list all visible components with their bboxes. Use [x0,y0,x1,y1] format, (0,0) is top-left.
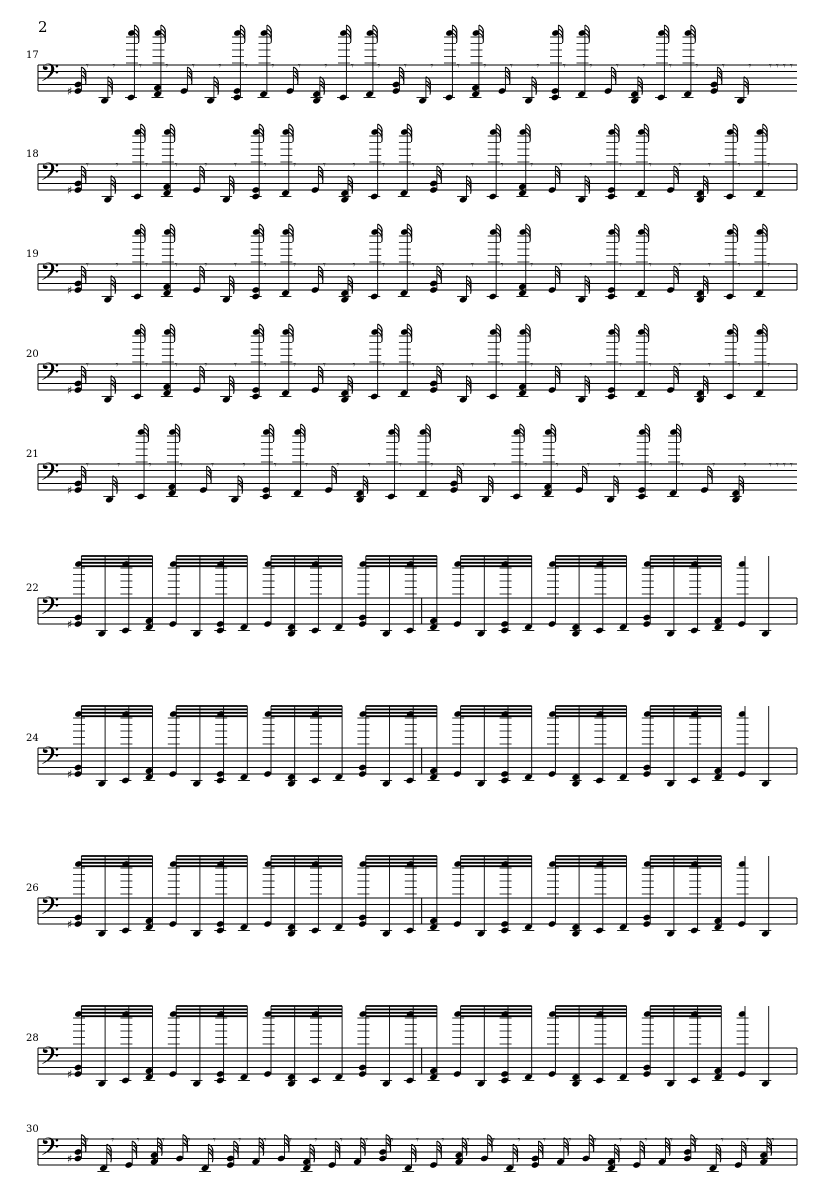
rest: 𝄾 [589,359,593,371]
rest: 𝄾 [560,259,563,271]
bass-clef-icon: 𝄢 [40,157,60,193]
rest: 𝄾 [471,159,474,171]
sharp-icon: ♯ [67,918,73,931]
rest: 𝄾 [483,60,487,72]
rest: 𝄾 [589,60,593,72]
rest: 𝄾 [767,159,771,171]
rest: 𝄾 [500,259,504,271]
rest: 𝄾 [263,159,267,171]
rest: 𝄾 [695,60,699,72]
rest: 𝄾 [500,159,504,171]
rest: 𝄾 [293,259,297,271]
rest: 𝄾 [587,459,590,471]
rest: 𝄾 [642,60,646,72]
rest: 𝄾 [593,1134,597,1146]
sharp-icon: ♯ [67,768,73,781]
rest: 𝄾 [708,259,711,271]
rest: 𝄾 [619,359,622,371]
rest: 𝄾 [767,259,771,271]
rest: 𝄾 [323,159,326,171]
bass-clef-icon: 𝄢 [40,891,60,927]
system-24 [26,706,797,788]
rest: 𝄾 [271,60,275,72]
rest: 𝄾 [86,359,89,371]
bass-clef-icon: 𝄢 [40,357,60,393]
rest: 𝄾 [112,60,116,72]
rest: 𝄾 [543,1134,546,1146]
rest: 𝄾 [720,1134,724,1146]
rest: 𝄾 [263,259,267,271]
rest: 𝄾 [263,1134,267,1146]
rest: 𝄾 [86,60,89,72]
rest: 𝄾 [298,60,301,72]
rest: 𝄾 [524,459,528,471]
rest: 𝄾 [339,1134,343,1146]
rest: 𝄾 [192,60,195,72]
rest: 𝄾 [783,60,786,72]
sharp-icon: ♯ [67,184,73,197]
rest: 𝄾 [86,1134,89,1146]
rest: 𝄾 [748,60,752,72]
rest: 𝄾 [746,1134,749,1146]
rest: 𝄾 [466,1134,470,1146]
measure-number: 24 [26,733,39,744]
rest: 𝄾 [619,1134,622,1146]
rest: 𝄾 [457,60,460,72]
bass-clef-icon: 𝄢 [40,1132,60,1168]
rest: 𝄾 [560,359,563,371]
rest: 𝄾 [352,159,356,171]
bass-clef-icon: 𝄢 [40,457,60,493]
rest: 𝄾 [568,1134,572,1146]
sharp-icon: ♯ [67,384,73,397]
rest: 𝄾 [500,359,504,371]
rest: 𝄾 [722,60,725,72]
rest: 𝄾 [115,259,119,271]
rest: 𝄾 [136,1134,140,1146]
rest: 𝄾 [174,359,178,371]
rest: 𝄾 [790,60,793,72]
rest: 𝄾 [242,459,246,471]
sharp-icon: ♯ [67,618,73,631]
rest: 𝄾 [712,459,716,471]
rest: 𝄾 [351,60,354,72]
measure-number: 26 [26,883,39,894]
rest: 𝄾 [293,159,297,171]
system-18 [26,124,797,204]
rest: 𝄾 [681,459,684,471]
rest: 𝄾 [314,1134,318,1146]
rest: 𝄾 [411,359,415,371]
rest: 𝄾 [743,459,747,471]
system-30 [26,1124,797,1172]
rest: 𝄾 [324,60,328,72]
rest: 𝄾 [737,359,741,371]
rest: 𝄾 [263,359,267,371]
rest: 𝄾 [771,1134,775,1146]
rest: 𝄾 [708,159,711,171]
rest: 𝄾 [336,459,340,471]
rest: 𝄾 [441,359,445,371]
measure-number: 19 [26,249,39,260]
rest: 𝄾 [323,259,326,271]
rest: 𝄾 [471,259,474,271]
rest: 𝄾 [589,259,593,271]
measure-number: 21 [26,449,39,460]
rest: 𝄾 [767,359,771,371]
rest: 𝄾 [737,159,741,171]
rest: 𝄾 [493,459,496,471]
system-28 [26,1006,797,1088]
rest: 𝄾 [162,1134,165,1146]
rest: 𝄾 [218,60,222,72]
rest: 𝄾 [273,459,277,471]
rest: 𝄾 [111,1134,115,1146]
rest: 𝄾 [648,259,652,271]
rest: 𝄾 [115,159,119,171]
rest: 𝄾 [238,1134,242,1146]
rest: 𝄾 [441,259,445,271]
rest: 𝄾 [530,359,534,371]
measure-number: 30 [26,1124,39,1135]
rest: 𝄾 [619,259,622,271]
rest: 𝄾 [560,159,563,171]
rest: 𝄾 [293,359,297,371]
page-number: 2 [38,18,48,36]
rest: 𝄾 [165,60,169,72]
rest: 𝄾 [352,359,356,371]
rest: 𝄾 [648,359,652,371]
rest: 𝄾 [416,1134,419,1146]
rest: 𝄾 [234,159,237,171]
rest: 𝄾 [695,1134,699,1146]
sharp-icon: ♯ [67,284,73,297]
measure-number: 28 [26,1033,39,1044]
rest: 𝄾 [536,60,540,72]
rest: 𝄾 [678,159,682,171]
rest: 𝄾 [204,159,208,171]
rest: 𝄾 [670,1134,673,1146]
rest: 𝄾 [430,60,434,72]
bass-clef-icon: 𝄢 [40,1041,60,1077]
rest: 𝄾 [563,60,566,72]
sharp-icon: ♯ [67,484,73,497]
rest: 𝄾 [737,259,741,271]
rest: 𝄾 [382,359,385,371]
sharp-icon: ♯ [67,85,73,98]
rest: 𝄾 [776,60,779,72]
rest: 𝄾 [365,1134,368,1146]
sharp-icon: ♯ [67,1068,73,1081]
measure-number: 18 [26,149,39,160]
rest: 𝄾 [510,60,513,72]
rest: 𝄾 [145,259,148,271]
bass-clef-icon: 𝄢 [40,741,60,777]
rest: 𝄾 [289,1134,292,1146]
rest: 𝄾 [139,60,142,72]
measure-number: 22 [26,583,39,594]
rest: 𝄾 [441,1134,445,1146]
rest: 𝄾 [212,1134,216,1146]
rest: 𝄾 [174,159,178,171]
rest: 𝄾 [117,459,120,471]
rest: 𝄾 [555,459,559,471]
sharp-icon: ♯ [67,1152,73,1166]
rest: 𝄾 [352,259,356,271]
rest: 𝄾 [377,60,381,72]
rest: 𝄾 [644,1134,648,1146]
bass-clef-icon: 𝄢 [40,58,60,94]
rest: 𝄾 [305,459,308,471]
rest: 𝄾 [211,459,214,471]
rest: 𝄾 [649,459,653,471]
rest: 𝄾 [145,159,148,171]
rest: 𝄾 [776,459,779,471]
rest: 𝄾 [769,459,772,471]
rest: 𝄾 [471,359,474,371]
rest: 𝄾 [390,1134,394,1146]
rest: 𝄾 [708,359,711,371]
rest: 𝄾 [430,459,434,471]
measure-number: 20 [26,349,39,360]
rest: 𝄾 [145,359,148,371]
rest: 𝄾 [234,359,237,371]
system-17 [26,25,797,105]
rest: 𝄾 [234,259,237,271]
measure-number: 17 [26,50,39,61]
rest: 𝄾 [399,459,402,471]
rest: 𝄾 [115,359,119,371]
rest: 𝄾 [530,259,534,271]
bass-clef-icon: 𝄢 [40,591,60,627]
rest: 𝄾 [148,459,152,471]
rest: 𝄾 [411,259,415,271]
rest: 𝄾 [492,1134,495,1146]
rest: 𝄾 [323,359,326,371]
rest: 𝄾 [589,159,593,171]
rest: 𝄾 [678,359,682,371]
rest: 𝄾 [187,1134,191,1146]
system-22 [26,556,797,638]
rest: 𝄾 [669,60,672,72]
rest: 𝄾 [382,259,385,271]
rest: 𝄾 [367,459,371,471]
rest: 𝄾 [411,159,415,171]
rest: 𝄾 [530,159,534,171]
rest: 𝄾 [619,159,622,171]
system-26 [26,856,797,938]
rest: 𝄾 [382,159,385,171]
rest: 𝄾 [86,159,89,171]
rest: 𝄾 [86,459,89,471]
rest: 𝄾 [648,159,652,171]
system-20 [26,324,797,404]
rest: 𝄾 [517,1134,521,1146]
rest: 𝄾 [790,459,793,471]
rest: 𝄾 [769,60,772,72]
rest: 𝄾 [618,459,622,471]
rest: 𝄾 [174,259,178,271]
rest: 𝄾 [678,259,682,271]
rest: 𝄾 [404,60,407,72]
bass-clef-icon: 𝄢 [40,257,60,293]
rest: 𝄾 [461,459,465,471]
rest: 𝄾 [616,60,619,72]
system-19 [26,224,797,304]
rest: 𝄾 [783,459,786,471]
system-21 [26,424,797,504]
rest: 𝄾 [86,259,89,271]
rest: 𝄾 [441,159,445,171]
rest: 𝄾 [179,459,183,471]
rest: 𝄾 [245,60,248,72]
rest: 𝄾 [204,259,208,271]
rest: 𝄾 [204,359,208,371]
